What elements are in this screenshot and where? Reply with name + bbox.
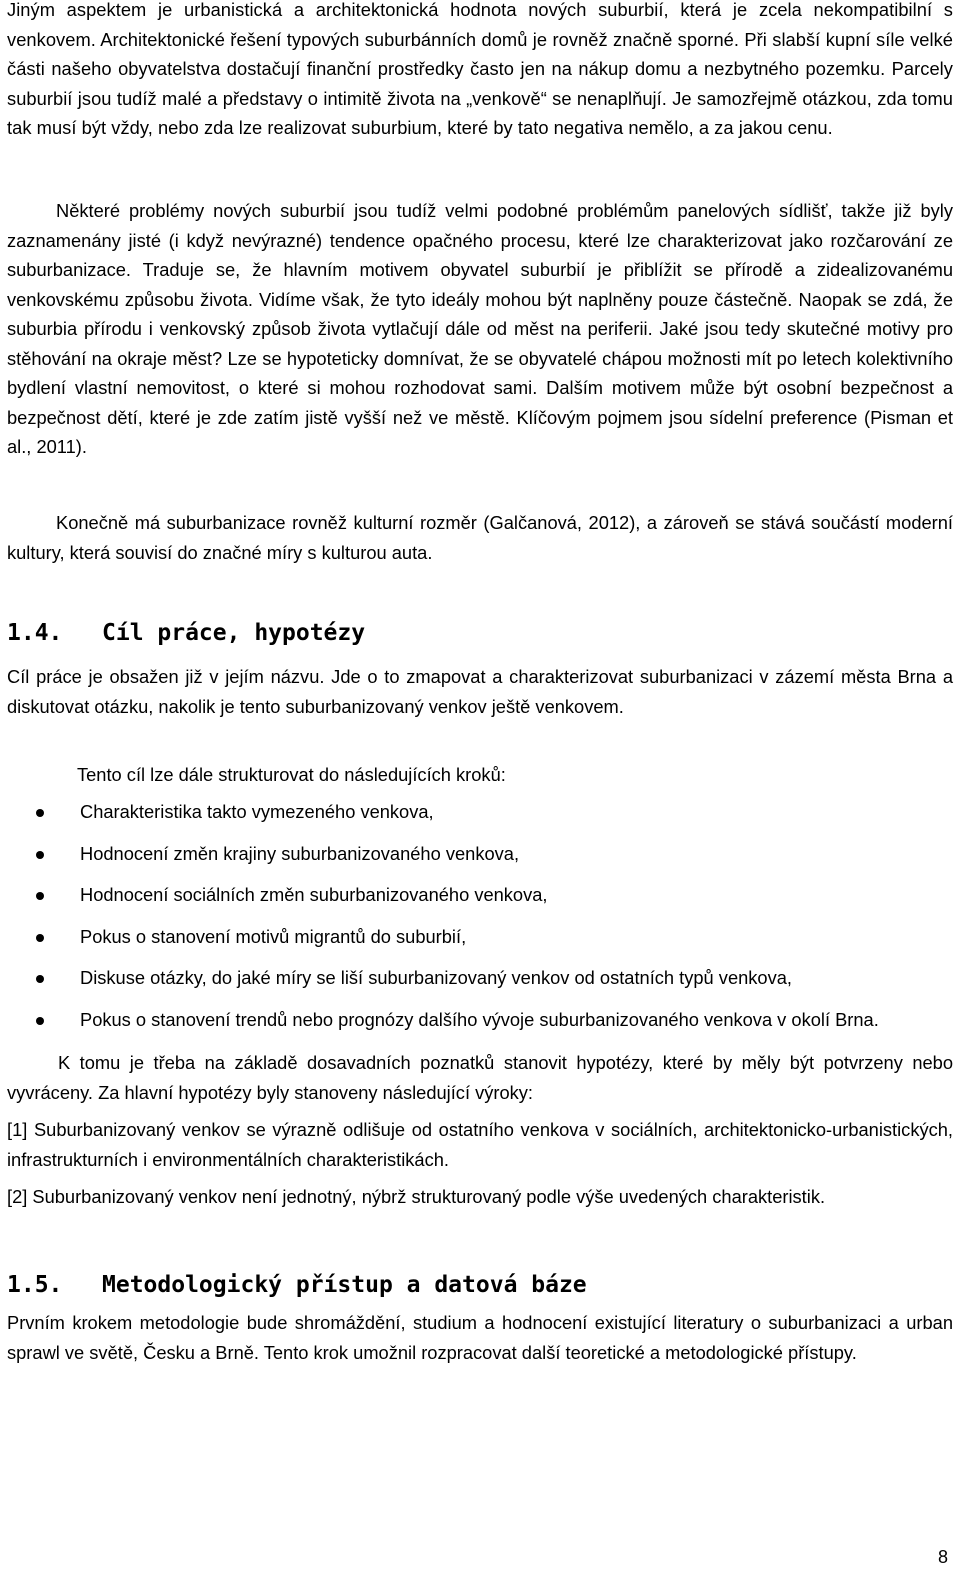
list-item: Hodnocení změn krajiny suburbanizovaného venkova, [7, 839, 953, 869]
section-heading-1-4 [7, 620, 365, 646]
bullet-icon [36, 892, 44, 900]
section-title: Metodologický přístup a datová báze [102, 1272, 587, 1298]
bullet-icon [36, 851, 44, 859]
list-item: Pokus o stanovení trendů nebo prognózy dalšího vývoje suburbanizovaného venkova v okolí Brna. [7, 1005, 953, 1035]
bullet-icon [36, 934, 44, 942]
section-number: 1.4. [7, 620, 63, 646]
paragraph-problems: Některé problémy nových suburbií jsou tudíž velmi podobné problémům panelových sídlišť, takže již byly zaznamenány jisté (i když nevýrazné) tendence opačného procesu, které lze charakterizovat jako rozčarování ze suburbanizace. Traduje se, že hlavním motivem obyvatel suburbií je přiblížit se přírodě a zidealizovanému venkovskému způsobu života. Vidíme však, že tyto ideály mohou být naplněny pouze částečně. Naopak se zdá, že suburbia přírodu i venkovský způsob života vytlačují dále od měst na periferii. Jaké jsou tedy skutečné motivy pro stěhování na okraje měst? Lze se hypoteticky domnívat, že se obyvatelé chápou možnosti mít po letech kolektivního bydlení vlastní nemovitost, o které si mohou rozhodovat sami. Dalším motivem může být osobní bezpečnost a bezpečnost dětí, které je zde zatím jistě vyšší než ve městě. Klíčovým pojmem jsou sídelní preference (Pisman et al., 2011). [7, 200, 953, 457]
list-item: Pokus o stanovení motivů migrantů do suburbií, [7, 922, 953, 952]
bullet-icon [36, 1017, 44, 1025]
bullet-icon [36, 975, 44, 983]
paragraph-culture: Konečně má suburbanizace rovněž kulturní rozměr (Galčanová, 2012), a zároveň se stává součástí moderní kultury, která souvisí do značné míry s kulturou auta. [7, 512, 953, 563]
goals-list [7, 797, 953, 1046]
paragraph-steps-intro: Tento cíl lze dále strukturovat do následujících kroků: [77, 764, 506, 785]
section-number: 1.5. [7, 1272, 63, 1298]
list-item: Hodnocení sociálních změn suburbanizovaného venkova, [7, 880, 953, 910]
section-heading-1-5 [7, 1272, 587, 1298]
paragraph-methodology: Prvním krokem metodologie bude shromáždění, studium a hodnocení existující literatury o suburbanizaci a urban sprawl ve světě, Česku a Brně. Tento krok umožnil rozpracovat další teoretické a metodologické přístupy. [7, 1312, 953, 1363]
bullet-icon [36, 809, 44, 817]
page-number: 8 [937, 1547, 948, 1567]
paragraph-architecture: Jiným aspektem je urbanistická a architektonická hodnota nových suburbií, která je zcela nekompatibilní s venkovem. Architektonické řešení typových suburbánních domů je rovněž značně sporné. Při slabší kupní síle velké části našeho obyvatelstva dostačují finanční prostředky často jen na nákup domu a nezbytného pozemku. Parcely suburbií jsou tudíž malé a představy o intimitě života na „venkově“ se nenaplňují. Je samozřejmě otázkou, zda tomu tak musí být vždy, nebo zda lze realizovat suburbium, které by tato negativa nemělo, a za jakou cenu. [7, 0, 953, 138]
hypothesis-1: [1] Suburbanizovaný venkov se výrazně odlišuje od ostatního venkova v sociálních, architektonicko-urbanistických, infrastrukturních i environmentálních charakteristikách. [7, 1119, 953, 1170]
list-item: Charakteristika takto vymezeného venkova, [7, 797, 953, 827]
section-title: Cíl práce, hypotézy [102, 620, 366, 646]
hypothesis-2: [2] Suburbanizovaný venkov není jednotný, nýbrž strukturovaný podle výše uvedených charakteristik. [7, 1186, 826, 1207]
paragraph-hypotheses-intro: K tomu je třeba na základě dosavadních poznatků stanovit hypotézy, které by měly být potvrzeny nebo vyvráceny. Za hlavní hypotézy byly stanoveny následující výroky: [7, 1052, 953, 1103]
paragraph-goal: Cíl práce je obsažen již v jejím názvu. Jde o to zmapovat a charakterizovat suburbanizaci v zázemí města Brna a diskutovat otázku, nakolik je tento suburbanizovaný venkov ještě venkovem. [7, 666, 953, 717]
list-item: Diskuse otázky, do jaké míry se liší suburbanizovaný venkov od ostatních typů venkova, [7, 963, 953, 993]
